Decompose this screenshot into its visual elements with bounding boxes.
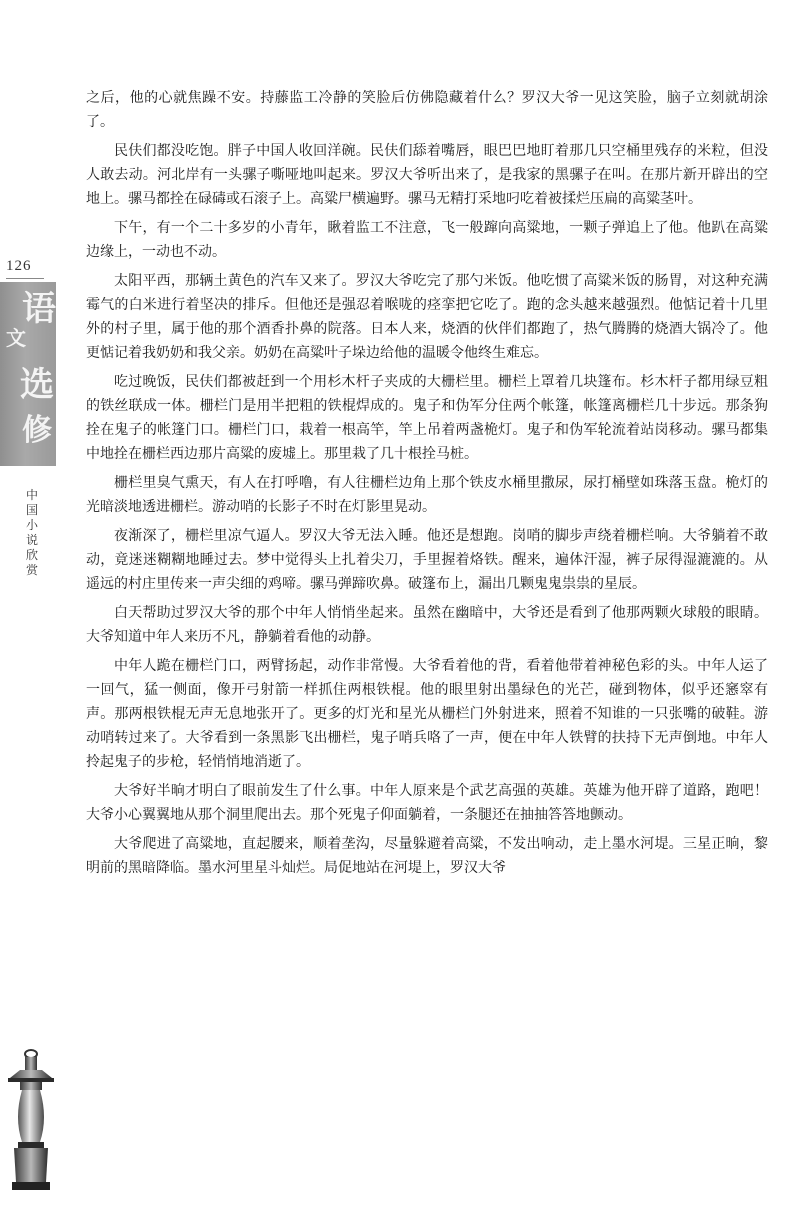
page-number-rule: [6, 278, 44, 279]
paragraph: 下午，有一个二十多岁的小青年，瞅着监工不注意，飞一般蹿向高粱地，一颗子弹追上了他。他趴在高粱边缘上，一动也不动。: [86, 220, 768, 260]
paragraph: 民伕们都没吃饱。胖子中国人收回洋碗。民伕们舔着嘴唇，眼巴巴地盯着那几只空桶里残存的米粒，但没人敢去动。河北岸有一头骡子嘶哑地叫起来。罗汉大爷听出来了，是我家的黑骡子在叫。在那片新开辟出的空地上。骡马都拴在碌碡或石滚子上。高粱尸横遍野。骡马无精打采地叼吃着被揉烂压扁的高粱茎叶。: [86, 143, 768, 207]
paragraph: 中年人跪在栅栏门口，两臂扬起，动作非常慢。大爷看着他的背，看着他带着神秘色彩的头。中年人运了一回气，猛一侧面，像开弓射箭一样抓住两根铁棍。他的眼里射出墨绿色的光芒，碰到物体，似乎还窸窣有声。那两根铁棍无声无息地张开了。更多的灯光和星光从栅栏门外射进来，照着不知谁的一只张嘴的破鞋。游动哨转过来了。大爷看到一条黑影飞出栅栏，鬼子哨兵咯了一声，便在中年人铁臂的扶持下无声倒地。中年人拎起鬼子的步枪，轻悄悄地消逝了。: [86, 658, 768, 770]
side-tab-char: 文: [6, 326, 26, 350]
book-subtitle: 中国小说欣赏: [25, 488, 38, 577]
article-body: [86, 86, 768, 885]
side-tab-char: 语: [22, 289, 56, 329]
page-number: 126: [6, 258, 32, 274]
side-tab-char: 选: [20, 365, 54, 405]
paragraph: 白天帮助过罗汉大爷的那个中年人悄悄坐起来。虽然在幽暗中，大爷还是看到了他那两颗火球般的眼睛。大爷知道中年人来历不凡，静躺着看他的动静。: [86, 605, 768, 645]
paragraph: 之后，他的心就焦躁不安。持藤监工冷静的笑脸后仿佛隐藏着什么？罗汉大爷一见这笑脸，脑子立刻就胡涂了。: [86, 90, 768, 130]
paragraph: 吃过晚饭，民伕们都被赶到一个用杉木杆子夹成的大栅栏里。栅栏上罩着几块篷布。杉木杆子都用绿豆粗的铁丝联成一体。栅栏门是用半把粗的铁棍焊成的。鬼子和伪军分住两个帐篷，帐篷离栅栏几十步远。那条狗拴在鬼子的帐篷门口。栅栏门口，栽着一根高竿，竿上吊着两盏桅灯。鬼子和伪军轮流着站岗移动。骡马都集中地拴在栅栏西边那片高粱的废墟上。那里栽了几十根拴马桩。: [86, 374, 768, 462]
paragraph: 大爷爬进了高粱地，直起腰来，顺着垄沟，尽量躲避着高粱，不发出响动，走上墨水河堤。三星正晌，黎明前的黑暗降临。墨水河里星斗灿烂。局促地站在河堤上，罗汉大爷: [86, 836, 768, 876]
lantern-icon: [6, 1048, 56, 1196]
section-side-tab: [0, 282, 56, 466]
paragraph: 大爷好半晌才明白了眼前发生了什么事。中年人原来是个武艺高强的英雄。英雄为他开辟了道路，跑吧！大爷小心翼翼地从那个洞里爬出去。那个死鬼子仰面躺着，一条腿还在抽抽答答地颤动。: [86, 783, 768, 823]
paragraph: 夜渐深了，栅栏里凉气逼人。罗汉大爷无法入睡。他还是想跑。岗哨的脚步声绕着栅栏响。大爷躺着不敢动，竟迷迷糊糊地睡过去。梦中觉得头上扎着尖刀，手里握着烙铁。醒来，遍体汗湿，裤子尿得湿漉漉的。从遥远的村庄里传来一声尖细的鸡啼。骡马弹蹄吹鼻。破篷布上，漏出几颗鬼鬼祟祟的星辰。: [86, 528, 768, 592]
paragraph: 太阳平西，那辆土黄色的汽车又来了。罗汉大爷吃完了那勺米饭。他吃惯了高粱米饭的肠胃，对这种充满霉气的白米进行着坚决的排斥。但他还是强忍着喉咙的痉挛把它吃了。跑的念头越来越强烈。他惦记着十几里外的村子里，属于他的那个酒香扑鼻的院落。日本人来，烧酒的伙伴们都跑了，热气腾腾的烧酒大锅冷了。他更惦记着我奶奶和我父亲。奶奶在高粱叶子垛边给他的温暖令他终生难忘。: [86, 273, 768, 361]
paragraph: 栅栏里臭气熏天，有人在打呼噜，有人往栅栏边角上那个铁皮水桶里撒尿，尿打桶壁如珠落玉盘。桅灯的光暗淡地透进栅栏。游动哨的长影子不时在灯影里晃动。: [86, 475, 768, 515]
side-tab-char: 修: [22, 413, 52, 448]
